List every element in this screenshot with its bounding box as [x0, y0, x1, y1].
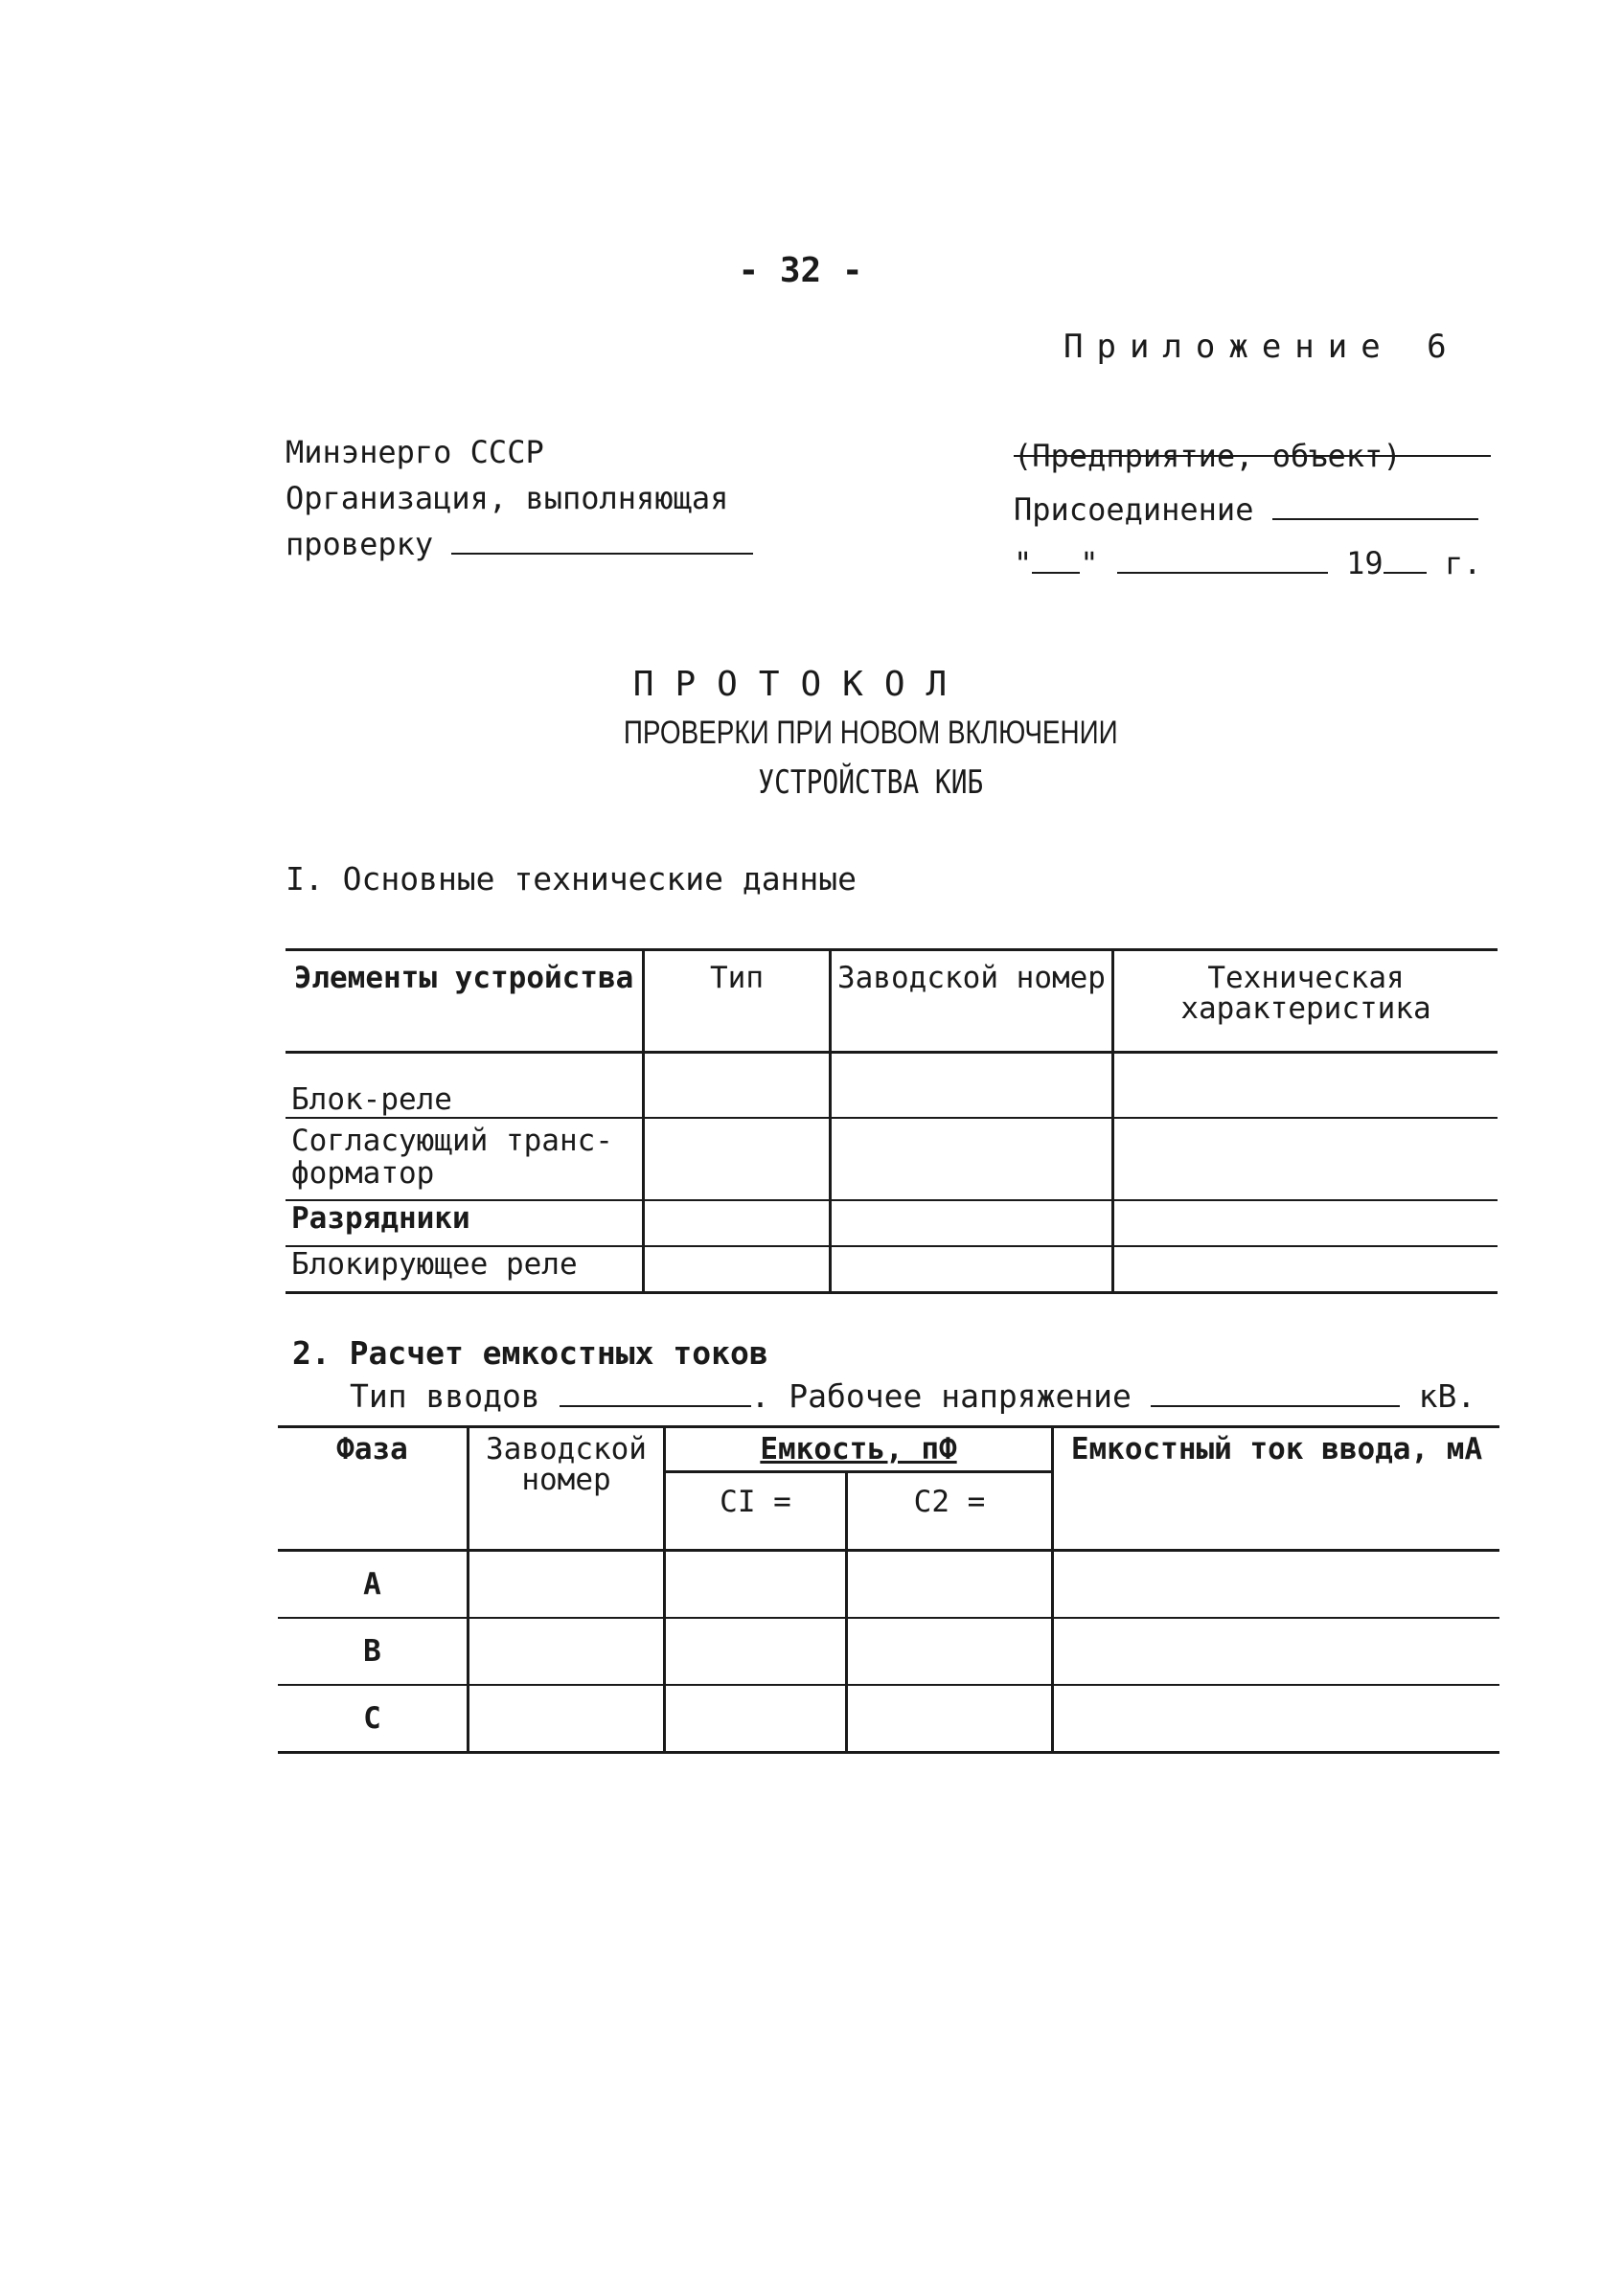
cell-input[interactable] — [1113, 1200, 1498, 1246]
cell-input[interactable] — [847, 1618, 1053, 1685]
cell-input[interactable] — [644, 1053, 831, 1119]
cell-input[interactable] — [1113, 1053, 1498, 1119]
input-type-label: Тип вводов — [350, 1377, 540, 1415]
cell-input[interactable] — [1053, 1618, 1500, 1685]
voltage-field[interactable] — [1151, 1376, 1400, 1407]
cell-input[interactable] — [1053, 1685, 1500, 1753]
capacitive-current-table — [278, 1425, 1499, 1754]
col-current: Емкостный ток ввода, мА — [1053, 1427, 1500, 1551]
section-1-heading: I. Основные технические данные — [286, 860, 858, 898]
connection-label: Присоединение — [1014, 491, 1254, 528]
cell-input[interactable] — [831, 1118, 1113, 1200]
section-2-inputs — [350, 1376, 1475, 1415]
col-c1: CI = — [665, 1472, 847, 1551]
table-row — [286, 1118, 1498, 1200]
date-line — [1014, 536, 1493, 590]
voltage-label: . Рабочее напряжение — [750, 1377, 1132, 1415]
table-row — [286, 1200, 1498, 1246]
table-row — [278, 1551, 1499, 1619]
right-header — [1014, 429, 1493, 590]
cell-input[interactable] — [644, 1200, 831, 1246]
year-suffix: г. — [1444, 545, 1482, 581]
phase-cell: В — [278, 1618, 469, 1685]
check-line — [286, 521, 753, 567]
cell-input[interactable] — [469, 1685, 665, 1753]
table-row — [278, 1618, 1499, 1685]
table-header-row — [286, 950, 1498, 1053]
voltage-unit: кВ. — [1418, 1377, 1476, 1415]
col-serial: Заводской номер — [831, 950, 1113, 1053]
protocol-subtitle-1: ПРОВЕРКИ ПРИ НОВОМ ВКЛЮЧЕНИИ — [623, 715, 1118, 751]
input-type-field[interactable] — [560, 1376, 751, 1407]
phase-cell: С — [278, 1685, 469, 1753]
table-row — [278, 1685, 1499, 1753]
cell-input[interactable] — [469, 1551, 665, 1619]
protocol-title: ПРОТОКОЛ — [632, 665, 969, 704]
left-header — [286, 429, 753, 567]
col-phase: Фаза — [336, 1432, 408, 1466]
year-prefix: 19 — [1346, 545, 1384, 581]
cell-input[interactable] — [1113, 1118, 1498, 1200]
row-label: Блок-реле — [286, 1053, 644, 1119]
cell-input[interactable] — [831, 1246, 1113, 1293]
row-label: Разрядники — [286, 1200, 644, 1246]
table-row — [286, 1246, 1498, 1293]
table-row — [286, 1053, 1498, 1119]
cell-input[interactable] — [644, 1118, 831, 1200]
quote-close: " — [1080, 545, 1099, 581]
col-c2: C2 = — [847, 1472, 1053, 1551]
check-label: проверку — [286, 526, 434, 562]
row-label: Блокирующее реле — [286, 1246, 644, 1293]
day-field[interactable] — [1032, 543, 1080, 574]
cell-input[interactable] — [1053, 1551, 1500, 1619]
connection-field[interactable] — [1272, 489, 1478, 520]
col-elements: Элементы устройства — [286, 950, 644, 1053]
cell-input[interactable] — [847, 1551, 1053, 1619]
col-type: Тип — [644, 950, 831, 1053]
phase-cell: А — [278, 1551, 469, 1619]
cell-input[interactable] — [831, 1053, 1113, 1119]
table-header-row — [278, 1427, 1499, 1472]
appendix-label: Приложение 6 — [1064, 328, 1460, 366]
connection-line — [1014, 483, 1493, 536]
cell-input[interactable] — [1113, 1246, 1498, 1293]
check-field[interactable] — [451, 524, 753, 555]
quote-open: " — [1014, 545, 1033, 581]
section-2-heading: 2. Расчет емкостных токов — [292, 1334, 768, 1372]
month-field[interactable] — [1117, 543, 1328, 574]
technical-data-table — [286, 948, 1498, 1294]
cell-input[interactable] — [665, 1618, 847, 1685]
organization-line: Организация, выполняющая — [286, 480, 729, 516]
enterprise-label: (Предприятие, объект) — [1014, 438, 1402, 474]
cell-input[interactable] — [665, 1551, 847, 1619]
cell-input[interactable] — [847, 1685, 1053, 1753]
page-number: - 32 - — [738, 251, 863, 290]
col-serial-2: Заводской номер — [469, 1427, 665, 1551]
row-label: Согласующий транс-форматор — [286, 1118, 644, 1200]
cell-input[interactable] — [665, 1685, 847, 1753]
col-characteristic: Техническая характеристика — [1113, 950, 1498, 1053]
cell-input[interactable] — [469, 1618, 665, 1685]
protocol-subtitle-2: УСТРОЙСТВА КИБ — [758, 763, 984, 802]
ministry-line: Минэнерго СССР — [286, 434, 544, 470]
cell-input[interactable] — [831, 1200, 1113, 1246]
col-capacity: Емкость, пФ — [665, 1427, 1053, 1472]
year-field[interactable] — [1384, 543, 1427, 574]
cell-input[interactable] — [644, 1246, 831, 1293]
